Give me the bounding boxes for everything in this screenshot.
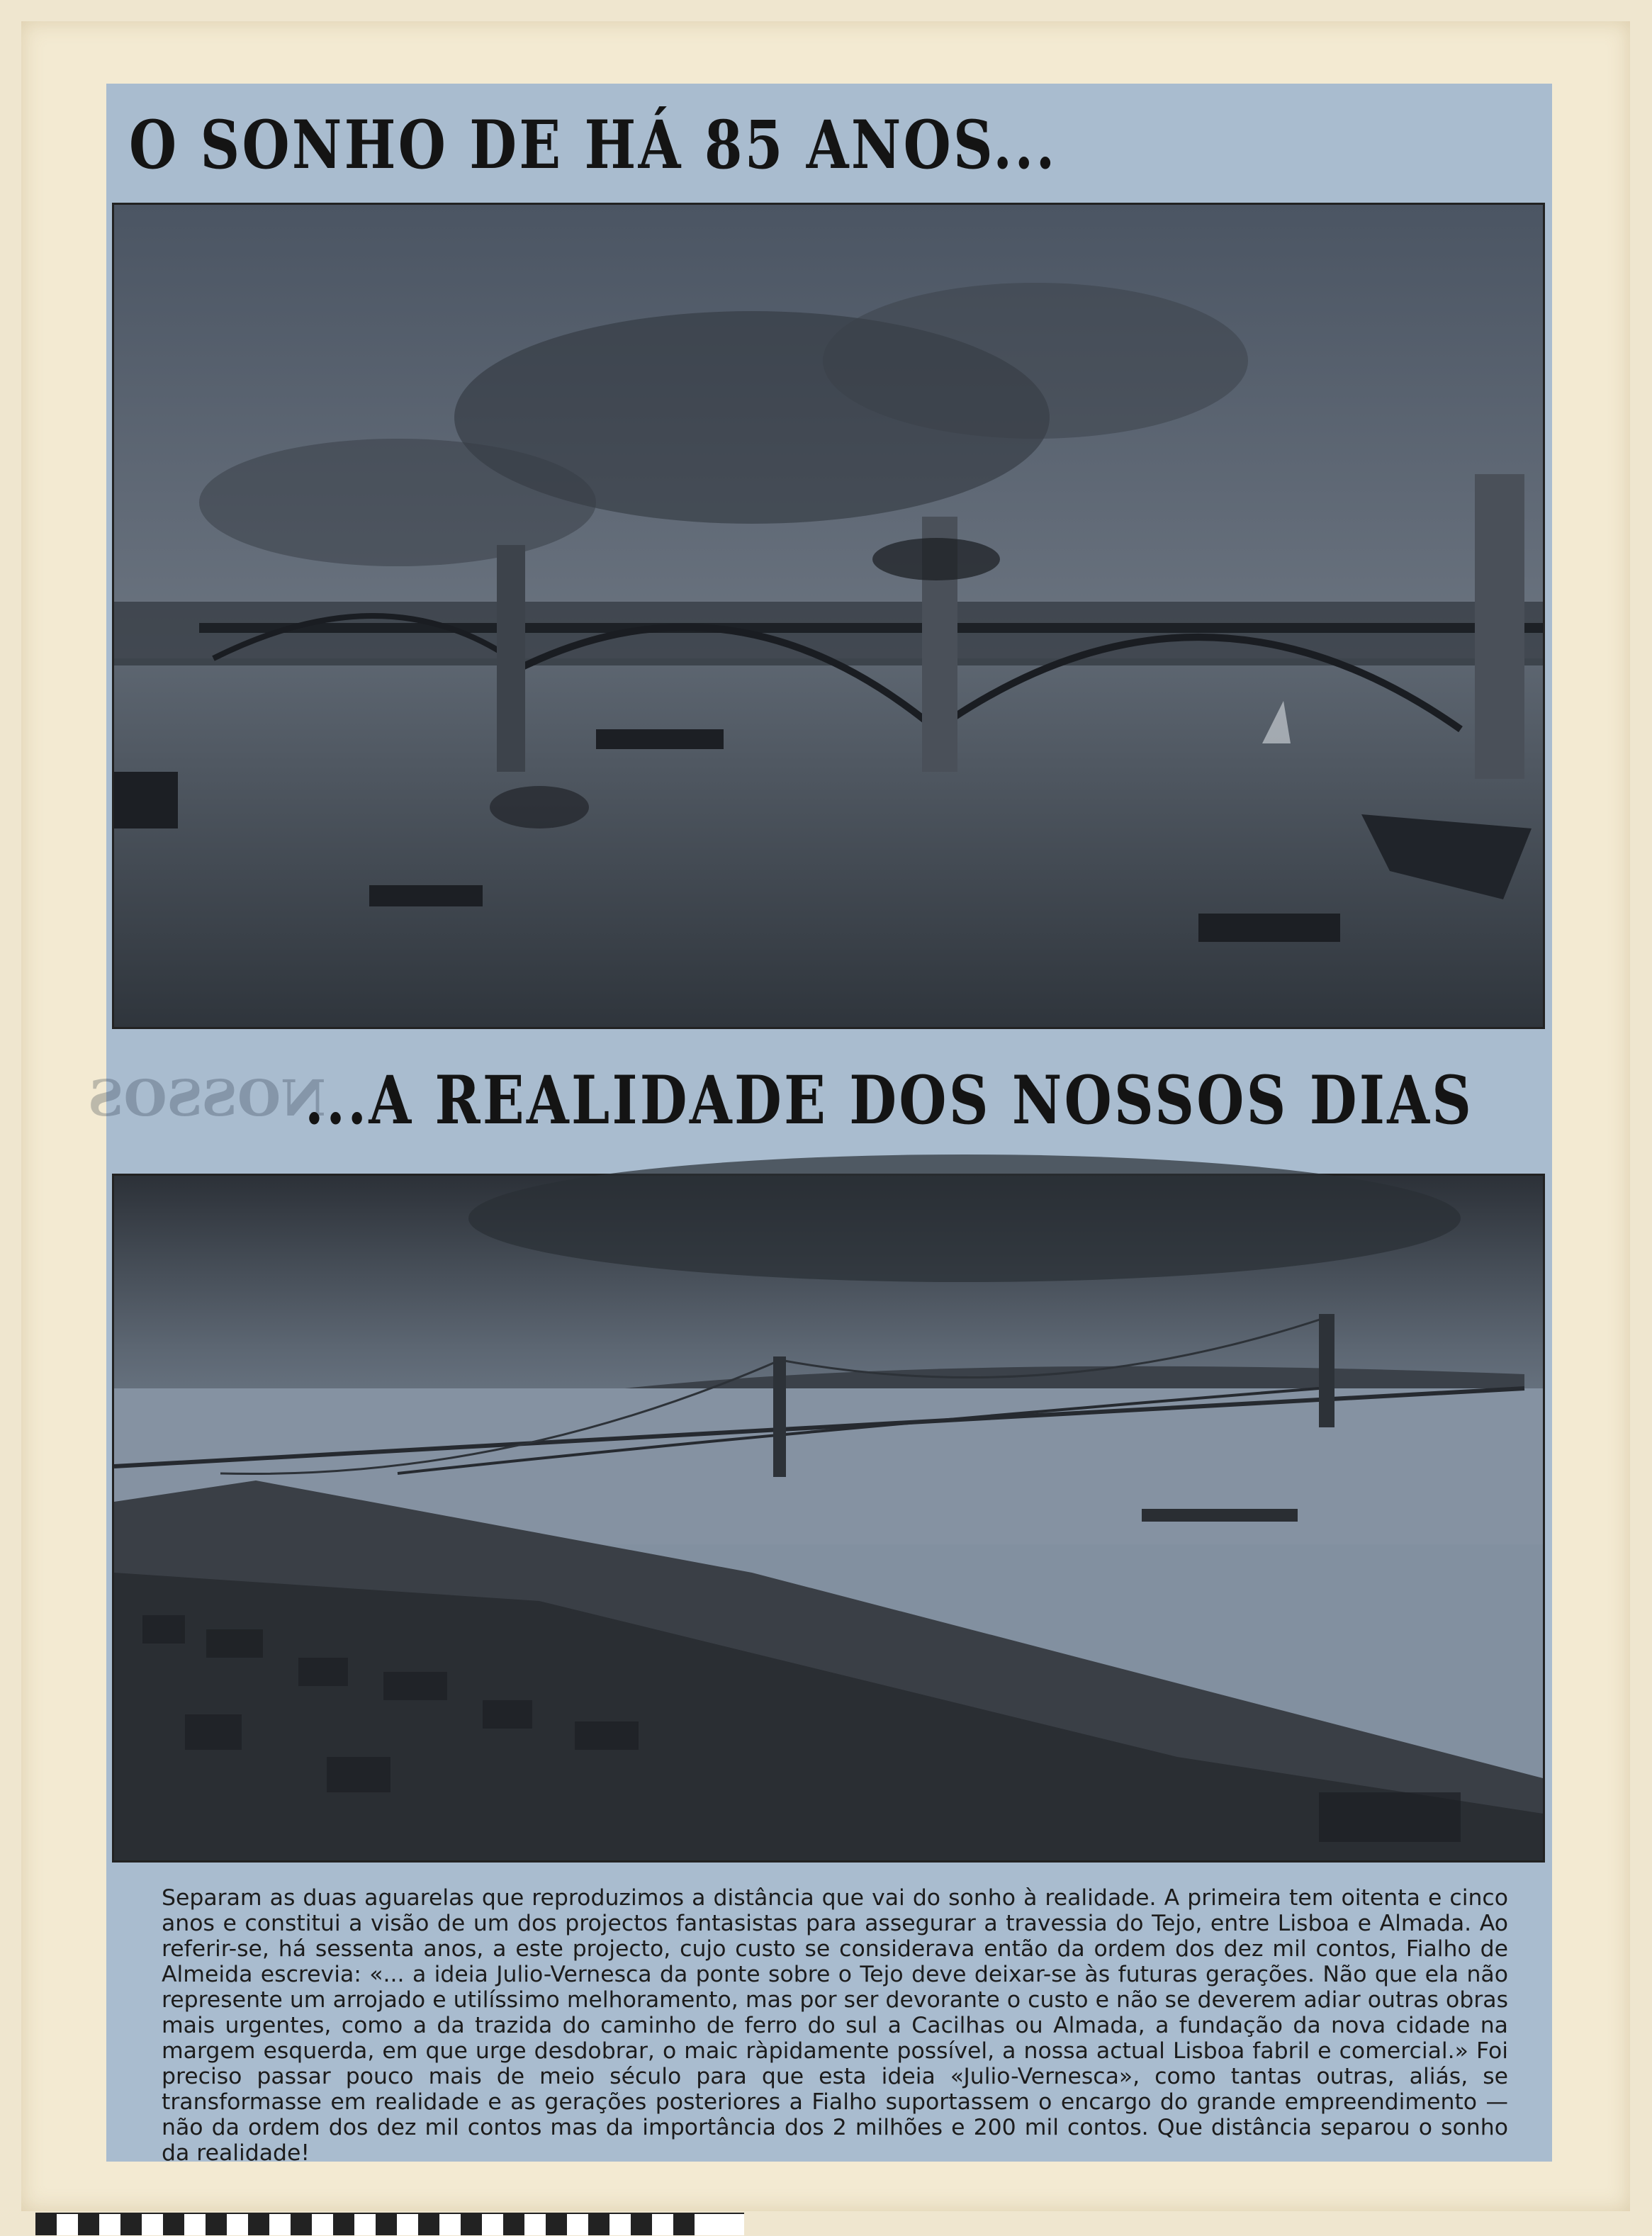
reality-bridge-drawing xyxy=(114,1176,1543,1860)
illustration-reality-bridge xyxy=(112,1174,1545,1863)
headline-dream: O SONHO DE HÁ 85 ANOS... xyxy=(129,106,1057,184)
dream-bridge-drawing xyxy=(114,205,1543,1027)
caption-text: Separam as duas aguarelas que reproduzimos a distância que vai do sonho à realidade. A primeira tem oitenta e cinco anos e constitui a visão de um dos projectos fantasistas para assegurar a travessia do Tejo, entre Lisboa e Almada. Ao referir-se, há sessenta anos, a este projecto, cujo custo se considerava então da ordem dos dez mil contos, Fialho de Almeida escrevia: «... a ideia Julio-Vernesca da ponte sobre o Tejo deve deixar-se às futuras gerações. Não que ela não represente um arrojado e utilíssimo melhoramento, mas por ser devorante o custo e não se deverem adiar outras obras mais urgentes, como a da trazida do caminho de ferro do sul a Cacilhas ou Almada, a fundação da nova cidade na margem esquerda, em que urge desdobrar, o maic ràpidamente possível, a nossa actual Lisboa fabril e comercial.» Foi preciso passar pouco mais de meio século para que esta ideia «Julio-Vernesca», como tantas outras, aliás, se transformasse em realidade e as gerações posteriores a Fialho suportassem o encargo do grande empreendimento — não da ordem dos dez mil contos mas da importância dos 2 milhões e 200 mil contos. Que distância separou o sonho da realidade! xyxy=(162,1885,1508,2166)
illustration-dream-bridge xyxy=(112,203,1545,1029)
scale-ruler xyxy=(35,2213,744,2235)
ghost-text-bleedthrough: NOSSOS xyxy=(87,1069,326,1128)
headline-reality: ...A REALIDADE DOS NOSSOS DIAS xyxy=(305,1062,1474,1140)
